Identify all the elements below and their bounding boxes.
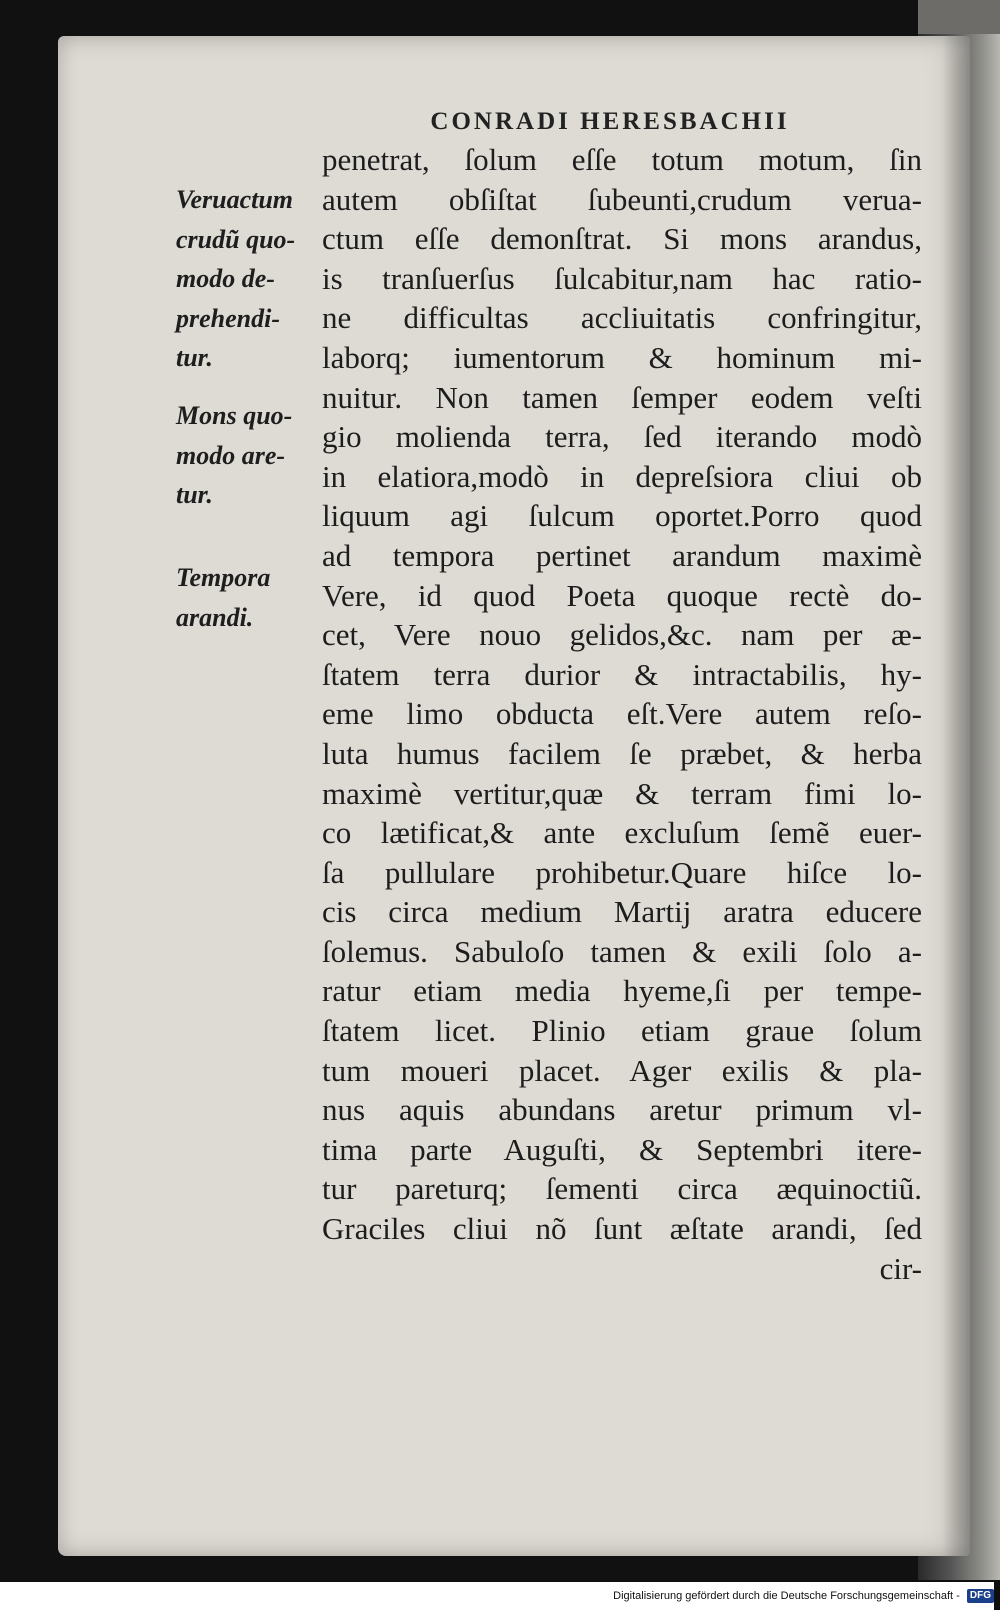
- text-line: ſtatem licet. Plinio etiam graue ſolum: [322, 1013, 922, 1049]
- text-line: in elatiora,modò in depreſsiora cliui ob: [322, 458, 922, 494]
- text-line: tur pareturq; ſementi circa æquinoctiũ.: [322, 1171, 922, 1207]
- text-line: gio molienda terra, ſed iterando modò: [322, 419, 922, 455]
- text-line: liquum agi ſulcum oportet.Porro quod: [322, 498, 922, 534]
- gloss-line: prehendi-: [176, 303, 280, 333]
- text-line: cis circa medium Martij aratra educere: [322, 894, 922, 930]
- text-line: tum moueri placet. Ager exilis & pla-: [322, 1052, 922, 1088]
- text-line: Graciles cliui nõ ſunt æſtate arandi, ſed: [322, 1211, 922, 1247]
- text-line: laborq; iumentorum & hominum mi-: [322, 339, 922, 375]
- gloss-line: modo de-: [176, 264, 275, 294]
- text-line: ſa pullulare prohibetur.Quare hiſce lo-: [322, 854, 922, 890]
- dfg-logo: DFG: [967, 1589, 994, 1603]
- gloss-line: modo are-: [176, 440, 286, 470]
- text-line: co lætificat,& ante excluſum ſemẽ euer-: [322, 815, 922, 851]
- text-line: eme limo obducta eſt.Vere autem reſo-: [322, 696, 922, 732]
- text-line: luta humus facilem ſe præbet, & herba: [322, 735, 922, 771]
- gloss-line: Mons quo-: [176, 401, 293, 430]
- book-fore-edge-top: [918, 0, 1000, 34]
- text-line: maximè vertitur,quæ & terram fimi lo-: [322, 775, 922, 811]
- text-line: nuitur. Non tamen ſemper eodem veſti: [322, 379, 922, 415]
- gloss-line: tur.: [176, 343, 213, 373]
- text-line: nus aquis abundans aretur primum vl-: [322, 1092, 922, 1128]
- text-line: autem obſiſtat ſubeunti,crudum verua-: [322, 181, 922, 217]
- text-line: ctum eſſe demonſtrat. Si mons arandus,: [322, 221, 922, 257]
- text-line: ſtatem terra durior & intractabilis, hy-: [322, 656, 922, 692]
- text-line: ratur etiam media hyeme,ſi per tempe-: [322, 973, 922, 1009]
- text-line: tima parte Auguſti, & Septembri itere-: [322, 1131, 922, 1167]
- marginal-gloss-mons: [176, 396, 326, 515]
- gloss-line: Veruactum: [176, 185, 294, 214]
- gloss-line: crudũ quo-: [176, 224, 296, 254]
- text-line: penetrat, ſolum eſſe totum motum, ſin: [322, 142, 922, 177]
- text-line: ad tempora pertinet arandum maximè: [322, 537, 922, 573]
- running-head: CONRADI HERESBACHII: [430, 108, 790, 135]
- text-line: Vere, id quod Poeta quoque rectè do-: [322, 577, 922, 613]
- marginal-gloss-tempora: [176, 558, 326, 637]
- text-line: cet, Vere nouo gelidos,&c. nam per æ-: [322, 617, 922, 653]
- marginal-gloss-veruactum: [176, 180, 326, 378]
- body-text: [322, 140, 922, 1288]
- text-line: is tranſuerſus ſulcabitur,nam hac ratio-: [322, 260, 922, 296]
- text-line: ſolemus. Sabuloſo tamen & exili ſolo a-: [322, 933, 922, 969]
- footer-credit: [0, 1582, 994, 1610]
- text-line: ne difficultas accliuitatis confringitur,: [322, 300, 922, 336]
- catchword: cir-: [879, 1250, 922, 1286]
- footer-credit-text: Digitalisierung gefördert durch die Deutsche Forschungsgemeinschaft -: [613, 1590, 960, 1602]
- gloss-line: arandi.: [176, 602, 254, 632]
- gloss-line: tur.: [176, 480, 213, 510]
- page-gutter-shadow: [942, 36, 970, 1556]
- gloss-line: Tempora: [176, 563, 271, 592]
